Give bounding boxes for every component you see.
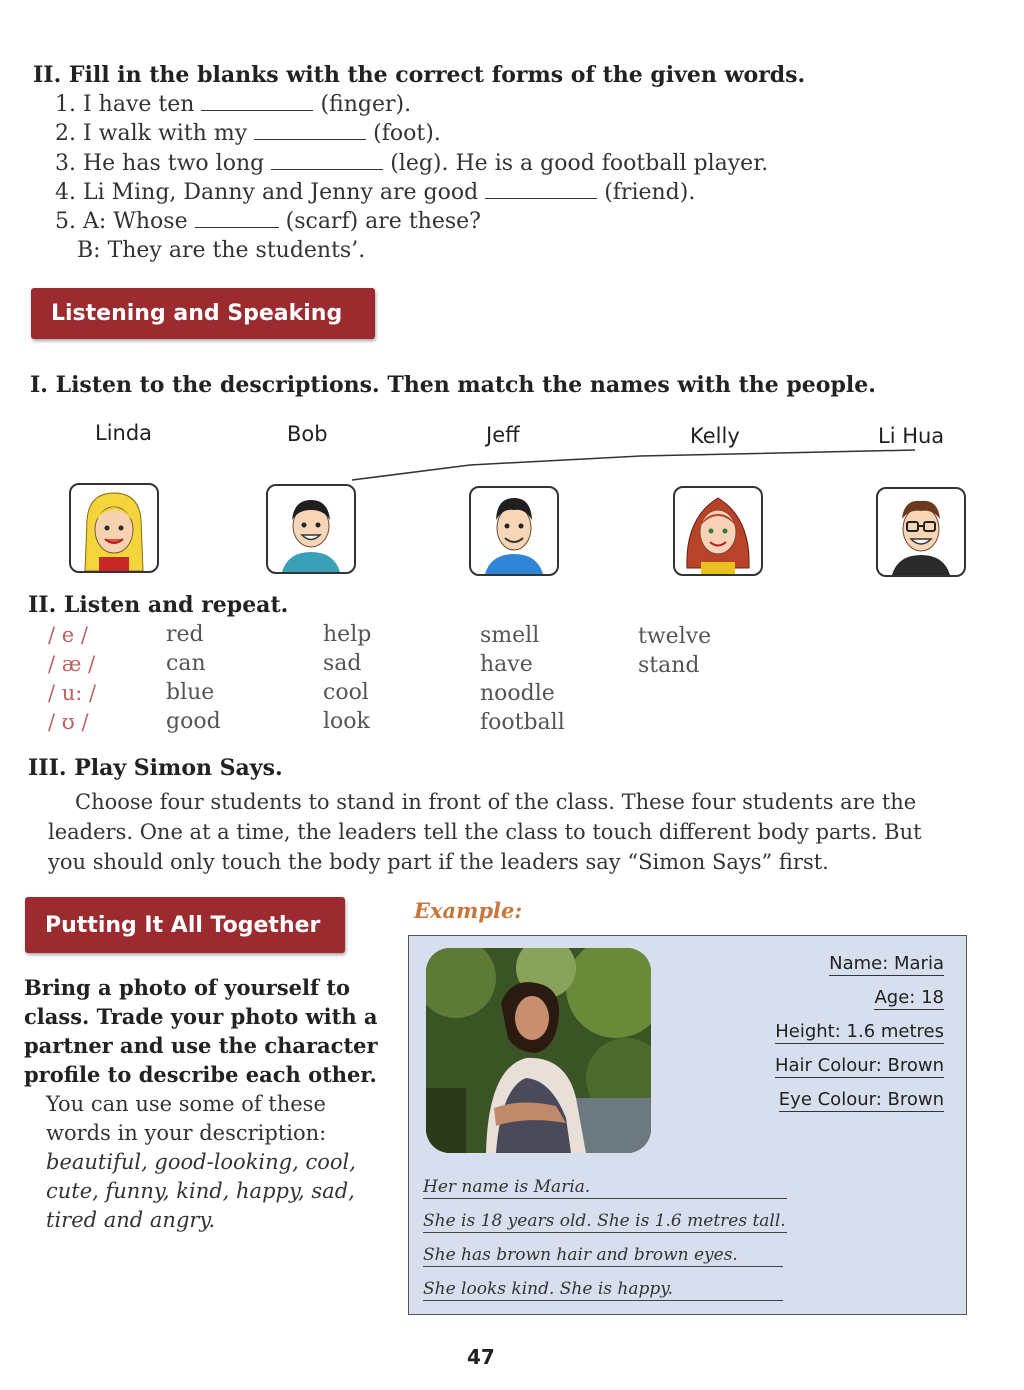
example-label: Example: (414, 898, 523, 923)
fill-item-text: 4. Li Ming, Danny and Jenny are good (55, 180, 479, 205)
fill-item-hint: (foot). (373, 121, 441, 146)
boy-smiling-icon (268, 486, 354, 572)
word-smell: smell (480, 623, 540, 648)
fill-item-text: 5. A: Whose (55, 209, 188, 234)
word-good: good (166, 709, 221, 734)
together-bold-4: profile to describe each other. (24, 1062, 377, 1087)
fill-item-text: 3. He has two long (55, 151, 265, 176)
together-bold-3: partner and use the character (24, 1033, 378, 1058)
sound-ae: / æ / (48, 652, 96, 676)
page-number: 47 (467, 1345, 495, 1369)
word-look: look (323, 709, 370, 734)
fill-item-hint: (scarf) are these? (285, 209, 481, 234)
profile-hair-colour: Hair Colour: Brown (774, 1055, 944, 1076)
fill-item-text: 1. I have ten (55, 92, 195, 117)
together-line-2: words in your description: (46, 1121, 327, 1145)
example-profile-card (408, 935, 967, 1315)
example-sentence-4: She looks kind. She is happy. (423, 1279, 783, 1301)
putting-together-banner (25, 897, 345, 953)
name-linda: Linda (95, 421, 153, 445)
name-bob: Bob (287, 422, 328, 446)
fill-item-hint: (leg). He is a good football player. (390, 151, 769, 176)
boy-glasses-icon (878, 489, 964, 575)
profile-eye-colour: Eye Colour: Brown (778, 1089, 944, 1110)
together-bold-1: Bring a photo of yourself to (24, 975, 351, 1000)
li-hua-portrait[interactable] (876, 487, 966, 577)
repeat-heading: II. Listen and repeat. (28, 592, 289, 618)
word-cool: cool (323, 680, 369, 705)
word-twelve: twelve (638, 624, 712, 649)
word-blue: blue (166, 680, 215, 705)
together-italic-2: cute, funny, kind, happy, sad, (46, 1179, 355, 1203)
fill-item-hint: (finger). (320, 92, 412, 117)
together-line-1: You can use some of these (46, 1092, 326, 1116)
sound-e: / e / (48, 623, 88, 647)
simon-line-2: leaders. One at a time, the leaders tell the class to touch different body parts. But (48, 820, 922, 844)
boy-smiling-icon (471, 488, 557, 574)
sound-u: / u: / (48, 681, 97, 705)
maria-photo (426, 948, 651, 1153)
profile-age: Age: 18 (874, 987, 944, 1008)
name-li-hua: Li Hua (878, 424, 945, 448)
jeff-portrait[interactable] (469, 486, 559, 576)
simon-line-1: Choose four students to stand in front of the class. These four students are the (75, 790, 917, 814)
match-heading: I. Listen to the descriptions. Then match the names with the people. (30, 372, 876, 398)
example-sentence-2: She is 18 years old. She is 1.6 metres tall. (423, 1211, 786, 1231)
name-kelly: Kelly (690, 424, 740, 448)
sound-short-u: / ʊ / (48, 710, 89, 734)
fill-answer-line: B: They are the students’. (77, 238, 366, 263)
example-sentence-1: Her name is Maria. (423, 1177, 787, 1199)
photo-of-woman-icon (426, 948, 651, 1153)
example-sentence-3: She has brown hair and brown eyes. (423, 1245, 783, 1267)
banner-label: Putting It All Together (45, 912, 321, 938)
fill-blanks-heading: II. Fill in the blanks with the correct forms of the given words. (33, 62, 806, 88)
word-have: have (480, 652, 533, 677)
fill-item-text: 2. I walk with my (55, 121, 248, 146)
together-italic-3: tired and angry. (46, 1208, 216, 1232)
simon-line-3: you should only touch the body part if the leaders say “Simon Says” first. (48, 850, 829, 874)
kelly-portrait[interactable] (673, 486, 763, 576)
word-can: can (166, 651, 206, 676)
fill-item-hint: (friend). (604, 180, 696, 205)
word-help: help (323, 622, 372, 647)
word-noodle: noodle (480, 681, 555, 706)
profile-height: Height: 1.6 metres (775, 1021, 944, 1042)
together-italic-1: beautiful, good-looking, cool, (46, 1150, 356, 1174)
together-bold-2: class. Trade your photo with a (24, 1004, 378, 1029)
simon-heading: III. Play Simon Says. (28, 755, 283, 781)
word-red: red (166, 622, 204, 647)
word-stand: stand (638, 653, 700, 678)
linda-portrait[interactable] (69, 483, 159, 573)
girl-blonde-icon (71, 485, 157, 571)
name-jeff: Jeff (486, 423, 520, 447)
word-football: football (480, 710, 565, 735)
bob-portrait[interactable] (266, 484, 356, 574)
word-sad: sad (323, 651, 362, 676)
girl-redhead-icon (675, 488, 761, 574)
profile-name: Name: Maria (829, 953, 944, 974)
banner-label: Listening and Speaking (51, 301, 343, 326)
